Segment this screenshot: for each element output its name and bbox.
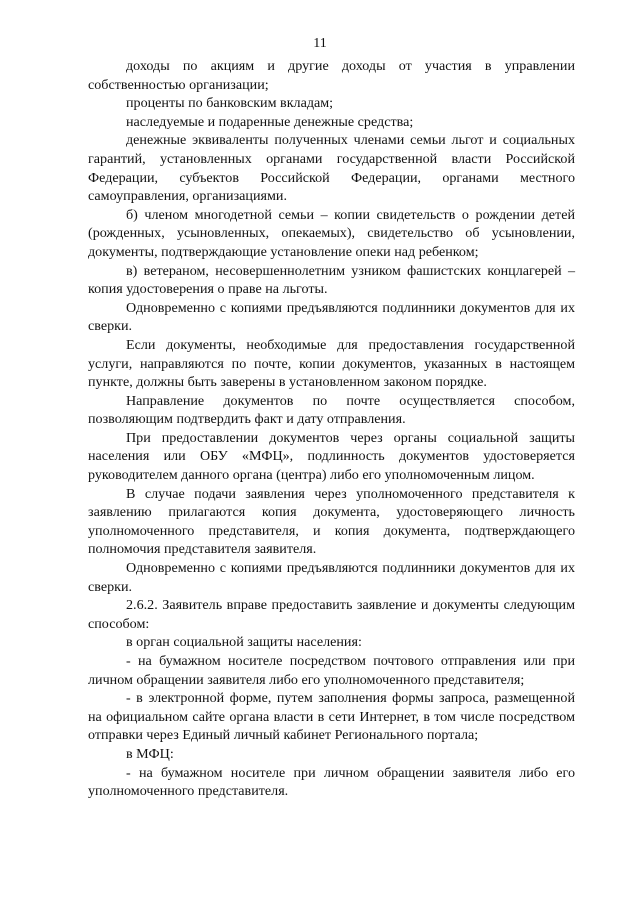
paragraph: в орган социальной защиты населения: — [126, 634, 362, 651]
paragraph: денежные эквиваленты полученных членами семьи льгот и социальных гарантий, установленных органами государственной власти Российской Федерации, субъектов Российской Федерации, органами местного самоуправления, организациями. — [88, 132, 575, 205]
list-item: - на бумажном носителе посредством почтового отправления или при личном обращении заявителя либо его уполномоченного представителя; — [88, 653, 575, 688]
paragraph: В случае подачи заявления через уполномоченного представителя к заявлению прилагаются копия документа, удостоверяющего личность уполномоченного представителя, и копия документа, подтверждающего полномочия представителя заявителя. — [88, 485, 575, 558]
paragraph: Если документы, необходимые для предоставления государственной услуги, направляются по почте, копии документов, указанных в настоящем пункте, должны быть заверены в установленном законом порядке. — [88, 336, 575, 391]
paragraph: проценты по банковским вкладам; — [126, 95, 334, 112]
paragraph: б) членом многодетной семьи – копии свидетельств о рождении детей (рожденных, усыновленных, опекаемых), свидетельство об усыновлении, документы, подтверждающие установление опеки над ребенком; — [88, 206, 575, 260]
paragraph: Направление документов по почте осуществляется способом, позволяющим подтвердить факт и дату отправления. — [88, 392, 575, 428]
page-number: 11 — [313, 36, 327, 51]
paragraph: Одновременно с копиями предъявляются подлинники документов для их сверки. — [88, 560, 575, 595]
paragraph: в) ветераном, несовершеннолетним узником фашистских концлагерей – копия удостоверения о праве на льготы. — [88, 262, 575, 298]
paragraph: При предоставлении документов через органы социальной защиты населения или ОБУ «МФЦ», подлинность документов удостоверяется руководителем данного органа (центра) либо его уполномоченным лицом. — [88, 429, 575, 484]
paragraph: в МФЦ: — [126, 745, 174, 762]
paragraph: 2.6.2. Заявитель вправе предоставить заявление и документы следующим способом: — [88, 597, 575, 632]
list-item: - в электронной форме, путем заполнения формы запроса, размещенной на официальном сайте органа власти в сети Интернет, в том числе посредством отправки через Единый личный кабинет Регионального портала; — [88, 690, 575, 744]
paragraph: доходы по акциям и другие доходы от участия в управлении собственностью организации; — [88, 58, 575, 93]
document-body — [88, 57, 575, 801]
paragraph: Одновременно с копиями предъявляются подлинники документов для их сверки. — [88, 299, 575, 335]
paragraph: наследуемые и подаренные денежные средства; — [126, 113, 414, 130]
list-item: - на бумажном носителе при личном обращении заявителя либо его уполномоченного представителя. — [88, 764, 575, 800]
